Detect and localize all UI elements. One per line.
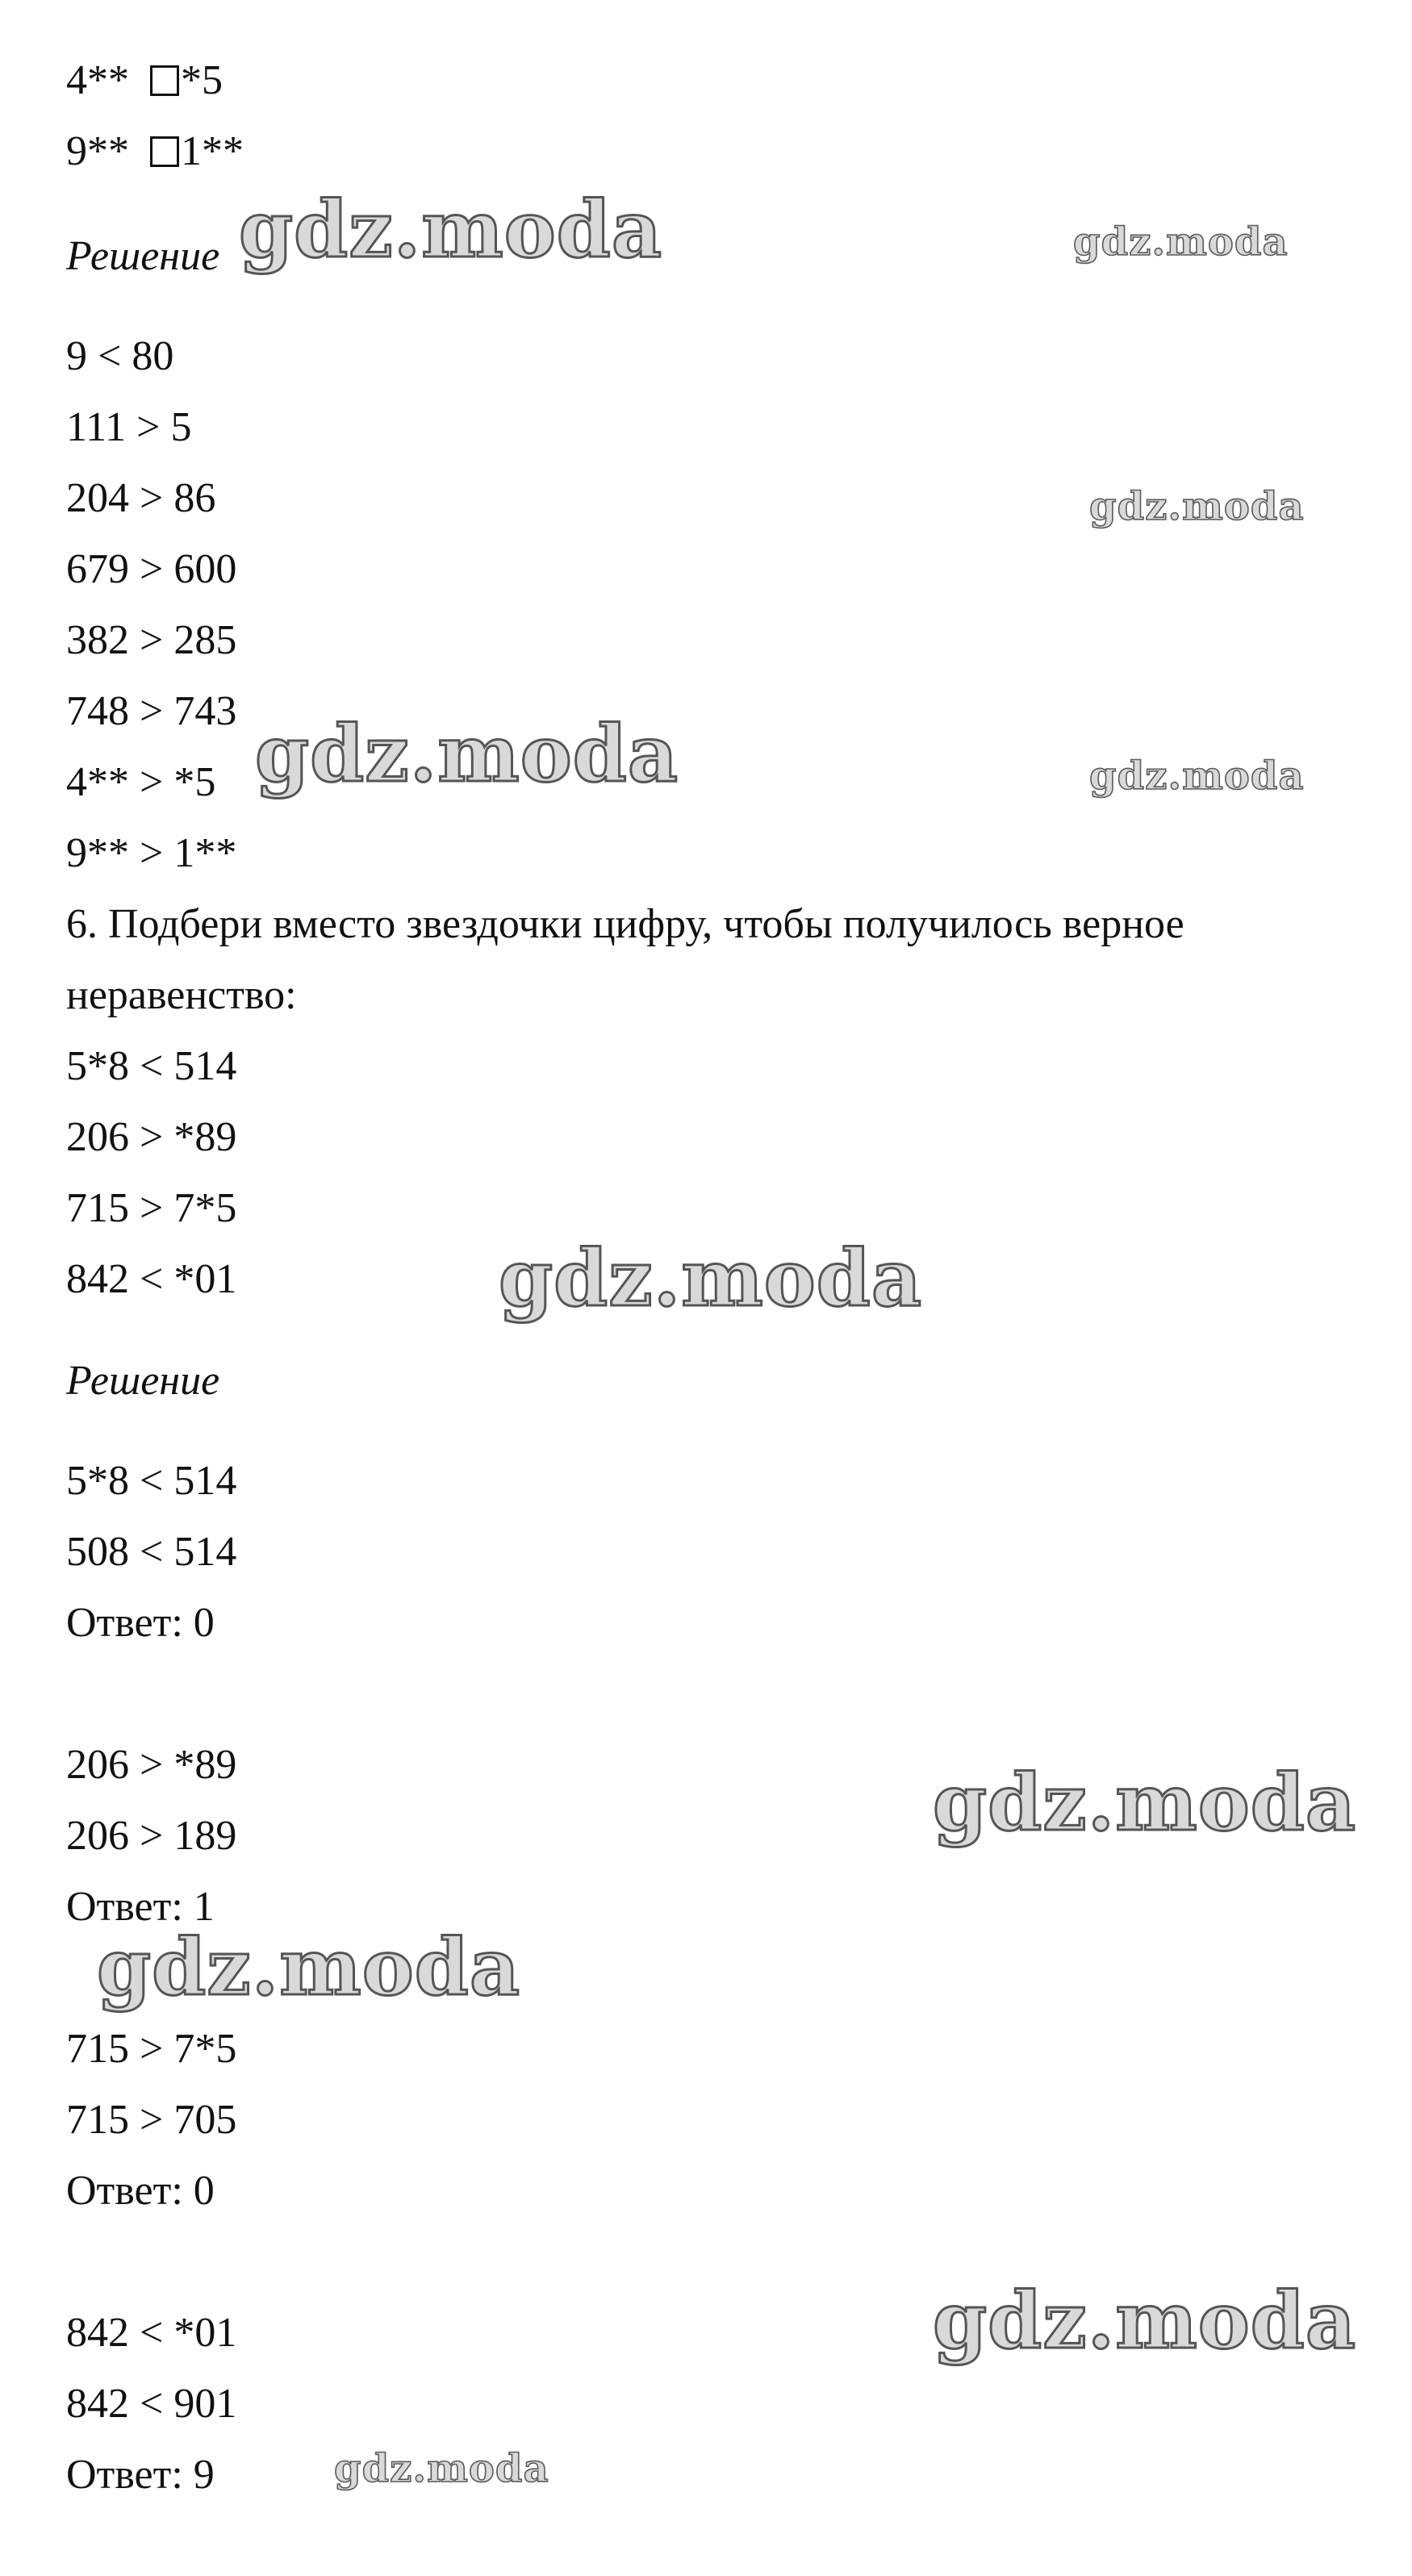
comparison-blank-box <box>150 65 179 96</box>
solution-heading-1: Решение <box>66 233 220 279</box>
solution-line: 206 > *89 <box>66 1742 237 1788</box>
expression-line-1 <box>66 56 223 105</box>
answer-line: 679 > 600 <box>66 546 237 592</box>
answer-line: 111 > 5 <box>66 404 192 450</box>
watermark-logo: gdz.moda <box>97 1922 521 2013</box>
answer-line: 9** > 1** <box>66 830 237 876</box>
watermark-logo: gdz.moda <box>334 2446 549 2491</box>
answer-line: 204 > 86 <box>66 475 216 521</box>
solution-line: 715 > 705 <box>66 2097 237 2143</box>
watermark-logo: gdz.moda <box>1073 219 1289 265</box>
answer-line: 4** > *5 <box>66 759 216 805</box>
answer-line: 9 < 80 <box>66 333 174 379</box>
answer-text: Ответ: 9 <box>66 2452 215 2498</box>
answer-text: Ответ: 0 <box>66 1600 215 1646</box>
task-statement: 6. Подбери вместо звездочки цифру, чтобы получилось верное <box>66 901 1184 947</box>
solution-line: 842 < 901 <box>66 2381 237 2427</box>
expression-left: 4** <box>66 57 129 103</box>
watermark-logo: gdz.moda <box>933 2275 1357 2366</box>
expression-right: *5 <box>181 57 223 103</box>
task-item: 842 < *01 <box>66 1256 237 1302</box>
expression-line-2 <box>66 127 244 176</box>
task-item: 5*8 < 514 <box>66 1043 237 1089</box>
watermark-logo: gdz.moda <box>239 184 663 275</box>
expression-left: 9** <box>66 128 129 174</box>
answer-text: Ответ: 0 <box>66 2168 215 2214</box>
task-item: 206 > *89 <box>66 1114 237 1160</box>
answer-text: Ответ: 1 <box>66 1884 215 1930</box>
watermark-logo: gdz.moda <box>1089 484 1305 529</box>
comparison-blank-box <box>150 136 179 167</box>
task-item: 715 > 7*5 <box>66 1185 237 1231</box>
solution-line: 206 > 189 <box>66 1813 237 1859</box>
solution-heading-2: Решение <box>66 1358 220 1404</box>
answer-line: 382 > 285 <box>66 617 237 663</box>
watermark-logo: gdz.moda <box>933 1757 1357 1848</box>
watermark-logo: gdz.moda <box>255 708 679 800</box>
watermark-logo: gdz.moda <box>1089 754 1305 799</box>
solution-line: 508 < 514 <box>66 1529 237 1575</box>
solution-line: 715 > 7*5 <box>66 2026 237 2072</box>
watermark-logo: gdz.moda <box>499 1233 923 1324</box>
solution-line: 5*8 < 514 <box>66 1458 237 1504</box>
task-statement-cont: неравенство: <box>66 972 297 1018</box>
solution-line: 842 < *01 <box>66 2310 237 2356</box>
answer-line: 748 > 743 <box>66 688 237 734</box>
expression-right: 1** <box>181 128 244 174</box>
